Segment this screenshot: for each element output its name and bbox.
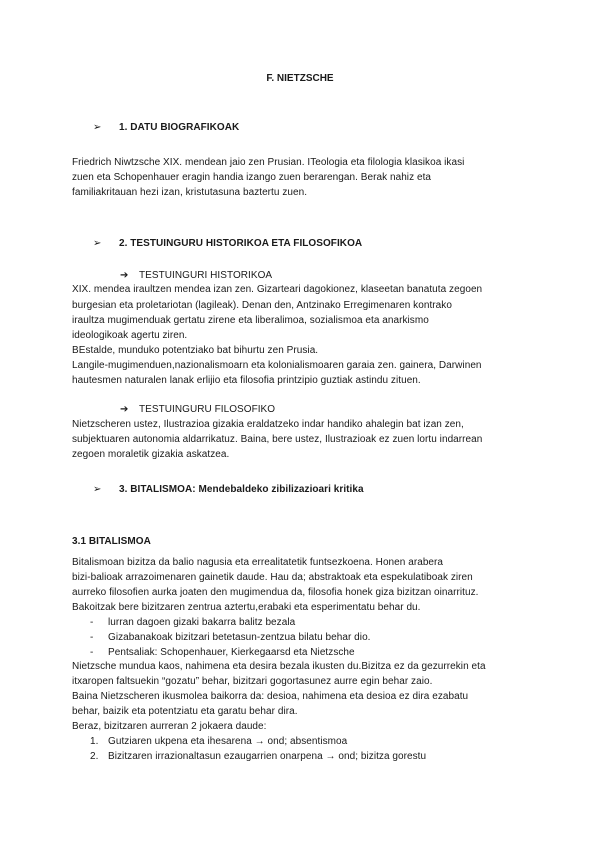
subsection-historical-heading	[120, 269, 272, 282]
vitalism-line: itxaropen faltsuekin “gozatu” behar, bizitzari gogortasunez aurre egin behar zaio.	[72, 676, 433, 687]
section-2-heading-text: 2. TESTUINGURU HISTORIKOA ETA FILOSOFIKOA	[119, 238, 363, 249]
historical-line: iraultza mugimenduak gertatu zirene eta liberalimoa, sozialismoa eta anarkismo	[72, 315, 429, 326]
section-1-line: familiakritauan hezi izan, kristutasuna baztertu zuen.	[72, 187, 308, 198]
dash-list-text: Gizabanakoak bizitzari betetasun-zentzua bilatu behar dio.	[108, 632, 371, 643]
historical-line: ideologikoak agertu ziren.	[72, 330, 188, 341]
list-number: 2.	[90, 751, 99, 762]
vitalism-line: behar, baizik eta potentziatu eta garatu behar dira.	[72, 706, 298, 717]
dash-list-text: lurran dagoen gizaki bakarra balitz bezala	[108, 617, 296, 628]
numbered-list-text: Bizitzaren irrazionaltasun ezaugarrien onarpena → ond; bizitza gorestu	[108, 751, 427, 762]
historical-line: burgesian eta proletariotan (lagileak). Denan den, Antzinako Erregimenaren kontrako	[72, 300, 452, 311]
arrow-bullet-icon: ➢	[93, 484, 102, 495]
vitalism-line: Bitalismoan bizitza da balio nagusia eta errealitatetik funtsezkoena. Honen arabera	[72, 557, 444, 568]
vitalism-line: Baina Nietzscheren ikusmolea baikorra da: desioa, nahimena eta desioa ez dira ezabatu	[72, 691, 469, 702]
section-2-heading	[93, 237, 362, 250]
document-title: F. NIETZSCHE	[266, 73, 334, 84]
vitalism-line: Beraz, bizitzaren aurreran 2 jokaera daude:	[72, 721, 267, 732]
vitalism-line: aurreko filosofien aurka joaten den mugimendua da, filosofia honek giza bizitzan oinarrituz.	[72, 587, 479, 598]
list-number: 1.	[90, 736, 99, 747]
dash-bullet: -	[90, 647, 94, 658]
dash-list-item	[90, 631, 371, 644]
section-1-heading-text: 1. DATU BIOGRAFIKOAK	[119, 122, 240, 133]
philosophical-line: Nietzscheren ustez, Ilustrazioa gizakia eraldatzeko indar handiko ahalegin bat izan zen,	[72, 419, 464, 430]
dash-bullet: -	[90, 632, 94, 643]
section-1-line: Friedrich Niwtzsche XIX. mendean jaio zen Prusian. ITeologia eta filologia klasikoa ikasi	[72, 157, 465, 168]
right-arrow-icon: ➔	[120, 270, 129, 281]
dash-list-text: Pentsaliak: Schopenhauer, Kierkegaarsd eta Nietzsche	[108, 647, 355, 658]
dash-list-item	[90, 646, 355, 659]
numbered-list-item	[90, 750, 426, 763]
subsection-historical-heading-text: TESTUINGURI HISTORIKOA	[139, 270, 273, 281]
arrow-bullet-icon: ➢	[93, 122, 102, 133]
section-1-heading	[93, 121, 239, 134]
historical-line: Langile-mugimenduen,nazionalismoarn eta kolonialismoaren garaia zen. gainera, Darwinen	[72, 360, 482, 371]
vitalism-line: bizi-balioak arrazoimenaren gainetik daude. Hau da; abstraktoak eta espekulatiboak ziren	[72, 572, 473, 583]
numbered-list-item	[90, 735, 347, 748]
subsection-philosophical-heading	[120, 403, 275, 416]
numbered-list-text: Gutziaren ukpena eta ihesarena → ond; absentismoa	[108, 736, 348, 747]
historical-line: BEstalde, munduko potentziako bat bihurtu zen Prusia.	[72, 345, 319, 356]
section-3-heading-text: 3. BITALISMOA: Mendebaldeko zibilizazioari kritika	[119, 484, 364, 495]
dash-bullet: -	[90, 617, 94, 628]
subsection-philosophical-heading-text: TESTUINGURU FILOSOFIKO	[139, 404, 276, 415]
philosophical-line: subjektuaren autonomia aldarrikatuz. Baina, bere ustez, Ilustrazioak ez zuen lortu indarrean	[72, 434, 483, 445]
vitalism-line: Bakoitzak bere bizitzaren zentrua aztertu,erabaki eta esperimentatu behar du.	[72, 602, 421, 613]
section-3-heading	[93, 483, 364, 496]
vitalism-line: Nietzsche mundua kaos, nahimena eta desira bezala ikusten du.Bizitza ez da gezurrekin eta	[72, 661, 486, 672]
dash-list-item	[90, 616, 295, 629]
section-1-line: zuen eta Schopenhauer eragin handia izango zuen berarengan. Berak nahiz eta	[72, 172, 432, 183]
philosophical-line: zegoen moraletik gizakia askatzea.	[72, 449, 230, 460]
historical-line: hautesmen naturalen lanak erlijio eta filosofia printzipio guztiak astindu zituen.	[72, 375, 421, 386]
historical-line: XIX. mendea iraultzen mendea izan zen. Gizarteari dagokionez, klaseetan banatuta zegoen	[72, 284, 483, 295]
arrow-bullet-icon: ➢	[93, 238, 102, 249]
section-3-1-heading: 3.1 BITALISMOA	[72, 536, 151, 547]
right-arrow-icon: ➔	[120, 404, 129, 415]
